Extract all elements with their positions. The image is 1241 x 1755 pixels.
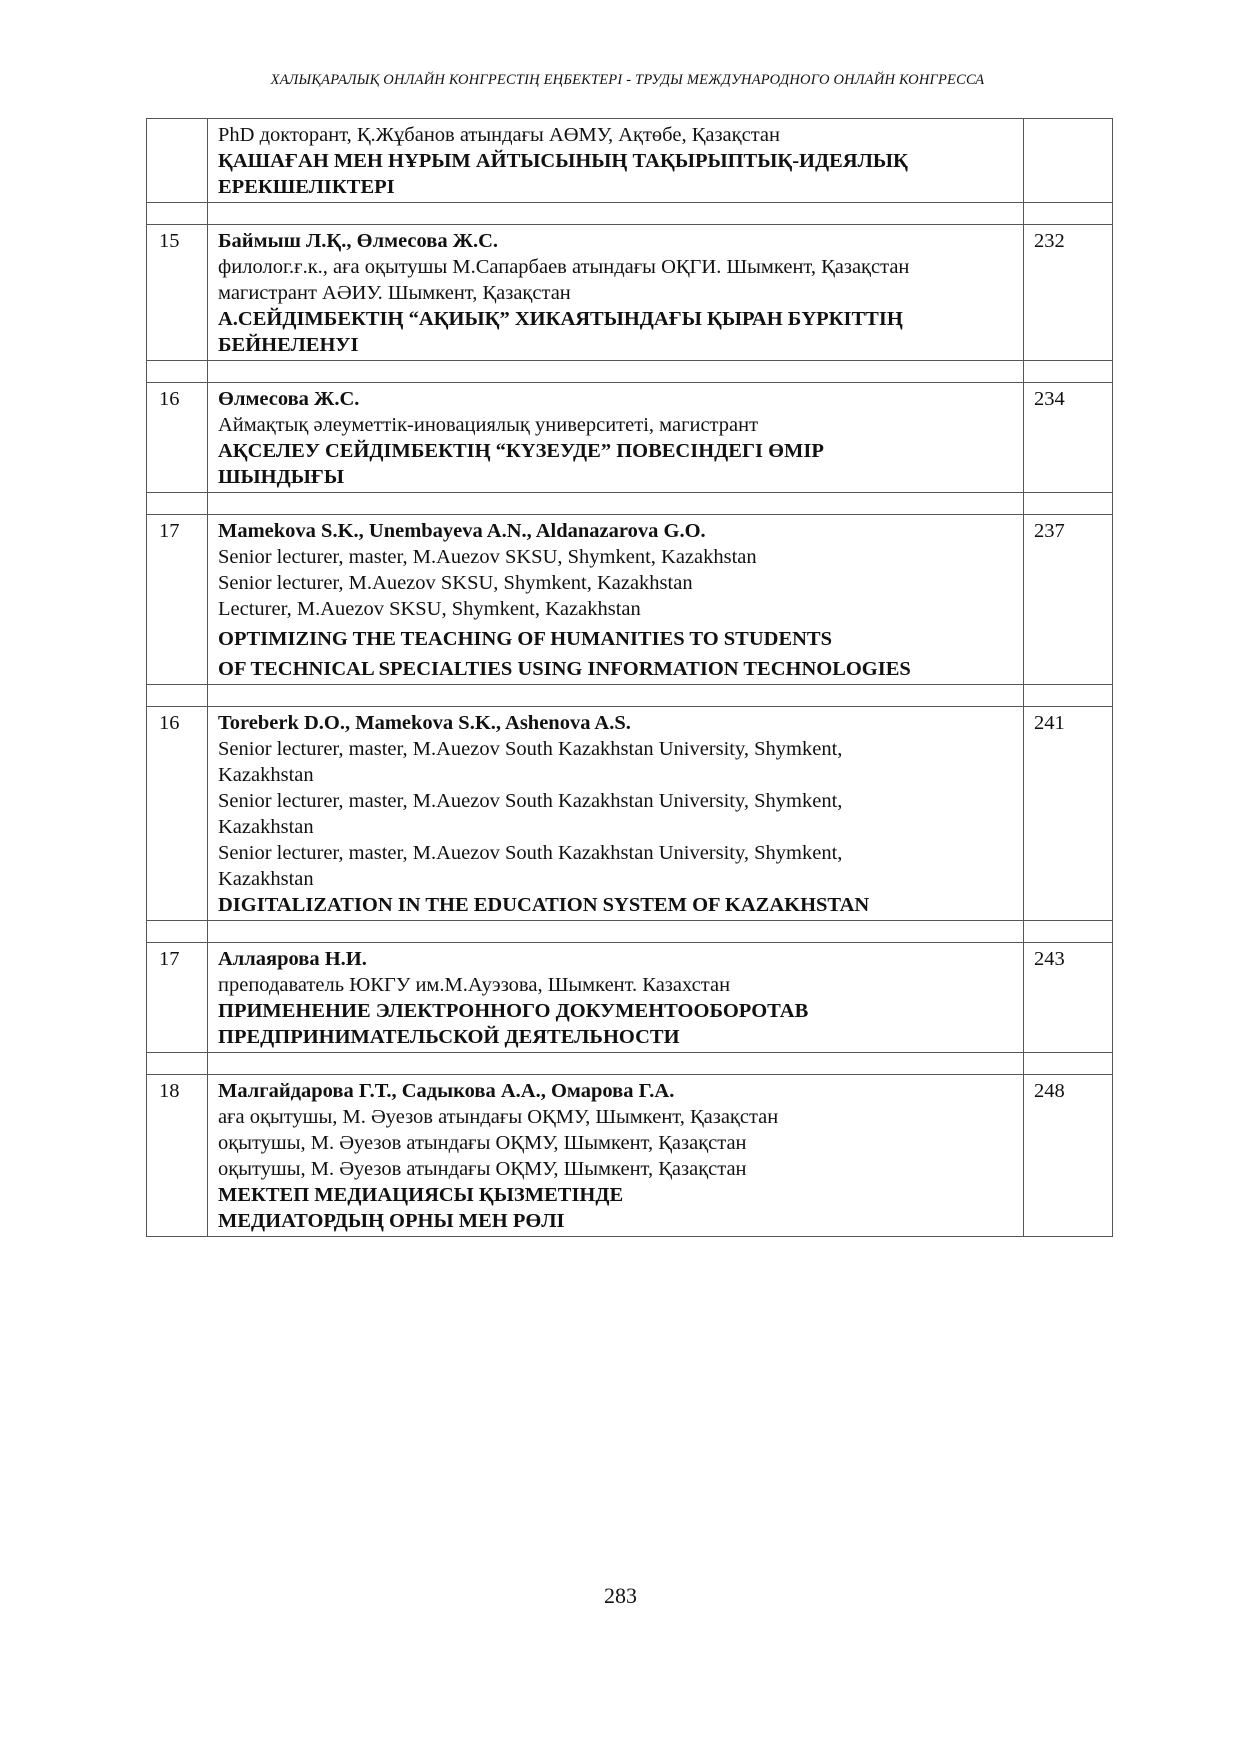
spacer-row: [147, 1053, 1113, 1075]
spacer-cell: [208, 685, 1024, 707]
spacer-cell: [147, 685, 208, 707]
entry-affiliation: Kazakhstan: [218, 816, 314, 838]
entry-content: [208, 383, 1024, 493]
contents-table: [146, 118, 1113, 1237]
entry-content: [208, 1075, 1024, 1237]
spacer-cell: [1024, 685, 1113, 707]
toc-entry-row: [147, 225, 1113, 361]
toc-entry-row: [147, 1075, 1113, 1237]
entry-affiliation: филолог.ғ.к., аға оқытушы М.Сапарбаев атындағы ОҚГИ. Шымкент, Қазақстан: [218, 256, 910, 278]
toc-entry-row: [147, 515, 1113, 685]
entry-authors: Өлмесова Ж.С.: [218, 388, 360, 410]
entry-page-number: 248: [1024, 1075, 1113, 1237]
spacer-cell: [147, 203, 208, 225]
entry-content: [208, 943, 1024, 1053]
spacer-row: [147, 493, 1113, 515]
entry-authors: Аллаярова Н.И.: [218, 948, 367, 970]
spacer-cell: [1024, 493, 1113, 515]
entry-content: [208, 225, 1024, 361]
entry-title: ПРЕДПРИНИМАТЕЛЬСКОЙ ДЕЯТЕЛЬНОСТИ: [218, 1026, 680, 1048]
entry-affiliation: Senior lecturer, master, M.Auezov South Kazakhstan University, Shymkent,: [218, 790, 843, 812]
spacer-cell: [208, 203, 1024, 225]
entry-authors: Toreberk D.O., Mamekova S.K., Ashenova A.S.: [218, 712, 631, 734]
page-number: 283: [604, 1583, 637, 1608]
entry-affiliation: Senior lecturer, master, M.Auezov South Kazakhstan University, Shymkent,: [218, 842, 843, 864]
entry-page-number: 243: [1024, 943, 1113, 1053]
entry-page-number: 237: [1024, 515, 1113, 685]
toc-entry-row: [147, 119, 1113, 203]
entry-affiliation: Kazakhstan: [218, 764, 314, 786]
entry-affiliation: магистрант АӘИУ. Шымкент, Қазақстан: [218, 282, 571, 304]
spacer-row: [147, 685, 1113, 707]
entry-number: 17: [147, 515, 208, 685]
entry-affiliation: оқытушы, М. Әуезов атындағы ОҚМУ, Шымкент, Қазақстан: [218, 1132, 747, 1154]
entry-authors: Mamekova S.K., Unembayeva A.N., Aldanazarova G.O.: [218, 520, 706, 542]
spacer-cell: [208, 921, 1024, 943]
entry-number: 15: [147, 225, 208, 361]
entry-number: 17: [147, 943, 208, 1053]
entry-number: [147, 119, 208, 203]
entry-affiliation: Senior lecturer, master, M.Auezov South Kazakhstan University, Shymkent,: [218, 738, 843, 760]
entry-page-number: [1024, 119, 1113, 203]
entry-content: [208, 119, 1024, 203]
entry-authors: Баймыш Л.Қ., Өлмесова Ж.С.: [218, 230, 499, 252]
entry-title: МЕДИАТОРДЫҢ ОРНЫ МЕН РӨЛІ: [218, 1210, 565, 1232]
entry-title: ЕРЕКШЕЛІКТЕРІ: [218, 176, 395, 198]
entry-title: ШЫНДЫҒЫ: [218, 466, 344, 488]
entry-affiliation: Senior lecturer, M.Auezov SKSU, Shymkent, Kazakhstan: [218, 572, 693, 594]
spacer-cell: [147, 493, 208, 515]
spacer-cell: [147, 1053, 208, 1075]
spacer-cell: [1024, 361, 1113, 383]
toc-entry-row: [147, 383, 1113, 493]
entry-affiliation: оқытушы, М. Әуезов атындағы ОҚМУ, Шымкент, Қазақстан: [218, 1158, 747, 1180]
entry-title: А.СЕЙДІМБЕКТІҢ “АҚИЫҚ” ХИКАЯТЫНДАҒЫ ҚЫРАН БҮРКІТТІҢ: [218, 308, 903, 330]
toc-entry-row: [147, 943, 1113, 1053]
entry-title: OPTIMIZING THE TEACHING OF HUMANITIES TO STUDENTS: [218, 628, 833, 650]
spacer-row: [147, 203, 1113, 225]
spacer-cell: [1024, 921, 1113, 943]
spacer-cell: [208, 493, 1024, 515]
running-header: ХАЛЫҚАРАЛЫҚ ОНЛАЙН КОНГРЕСТІҢ ЕҢБЕКТЕРІ - ТРУДЫ МЕЖДУНАРОДНОГО ОНЛАЙН КОНГРЕССА: [270, 72, 985, 88]
entry-title: ПРИМЕНЕНИЕ ЭЛЕКТРОННОГО ДОКУМЕНТООБОРОТАВ: [218, 1000, 809, 1022]
entry-page-number: 232: [1024, 225, 1113, 361]
entry-affiliation: PhD докторант, Қ.Жұбанов атындағы АӨМУ, Ақтөбе, Қазақстан: [218, 124, 780, 146]
entry-affiliation: аға оқытушы, М. Әуезов атындағы ОҚМУ, Шымкент, Қазақстан: [218, 1106, 779, 1128]
entry-title: DIGITALIZATION IN THE EDUCATION SYSTEM OF KAZAKHSTAN: [218, 894, 870, 916]
entry-number: 16: [147, 383, 208, 493]
spacer-cell: [147, 921, 208, 943]
entry-affiliation: преподаватель ЮКГУ им.М.Ауэзова, Шымкент. Казахстан: [218, 974, 731, 996]
spacer-row: [147, 361, 1113, 383]
spacer-cell: [1024, 1053, 1113, 1075]
entry-affiliation: Kazakhstan: [218, 868, 314, 890]
spacer-cell: [147, 361, 208, 383]
toc-entry-row: [147, 707, 1113, 921]
entry-affiliation: Аймақтық әлеуметтік-иновациялық университеті, магистрант: [218, 414, 759, 436]
entry-title: МЕКТЕП МЕДИАЦИЯСЫ ҚЫЗМЕТІНДЕ: [218, 1184, 624, 1206]
entry-affiliation: Senior lecturer, master, M.Auezov SKSU, Shymkent, Kazakhstan: [218, 546, 757, 568]
spacer-row: [147, 921, 1113, 943]
entry-title: ҚАШАҒАН МЕН НҰРЫМ АЙТЫСЫНЫҢ ТАҚЫРЫПТЫҚ-ИДЕЯЛЫҚ: [218, 150, 908, 172]
spacer-cell: [1024, 203, 1113, 225]
spacer-cell: [208, 1053, 1024, 1075]
entry-title: АҚСЕЛЕУ СЕЙДІМБЕКТІҢ “КҮЗЕУДЕ” ПОВЕСІНДЕГІ ӨМІР: [218, 440, 824, 462]
entry-title: OF TECHNICAL SPECIALTIES USING INFORMATION TECHNOLOGIES: [218, 658, 911, 680]
entry-page-number: 234: [1024, 383, 1113, 493]
entry-authors: Малгайдарова Г.Т., Садыкова А.А., Омарова Г.А.: [218, 1080, 675, 1102]
entry-content: [208, 515, 1024, 685]
entry-content: [208, 707, 1024, 921]
entry-affiliation: Lecturer, M.Auezov SKSU, Shymkent, Kazakhstan: [218, 598, 641, 620]
entry-title: БЕЙНЕЛЕНУІ: [218, 334, 359, 356]
spacer-cell: [208, 361, 1024, 383]
entry-page-number: 241: [1024, 707, 1113, 921]
entry-number: 18: [147, 1075, 208, 1237]
entry-number: 16: [147, 707, 208, 921]
